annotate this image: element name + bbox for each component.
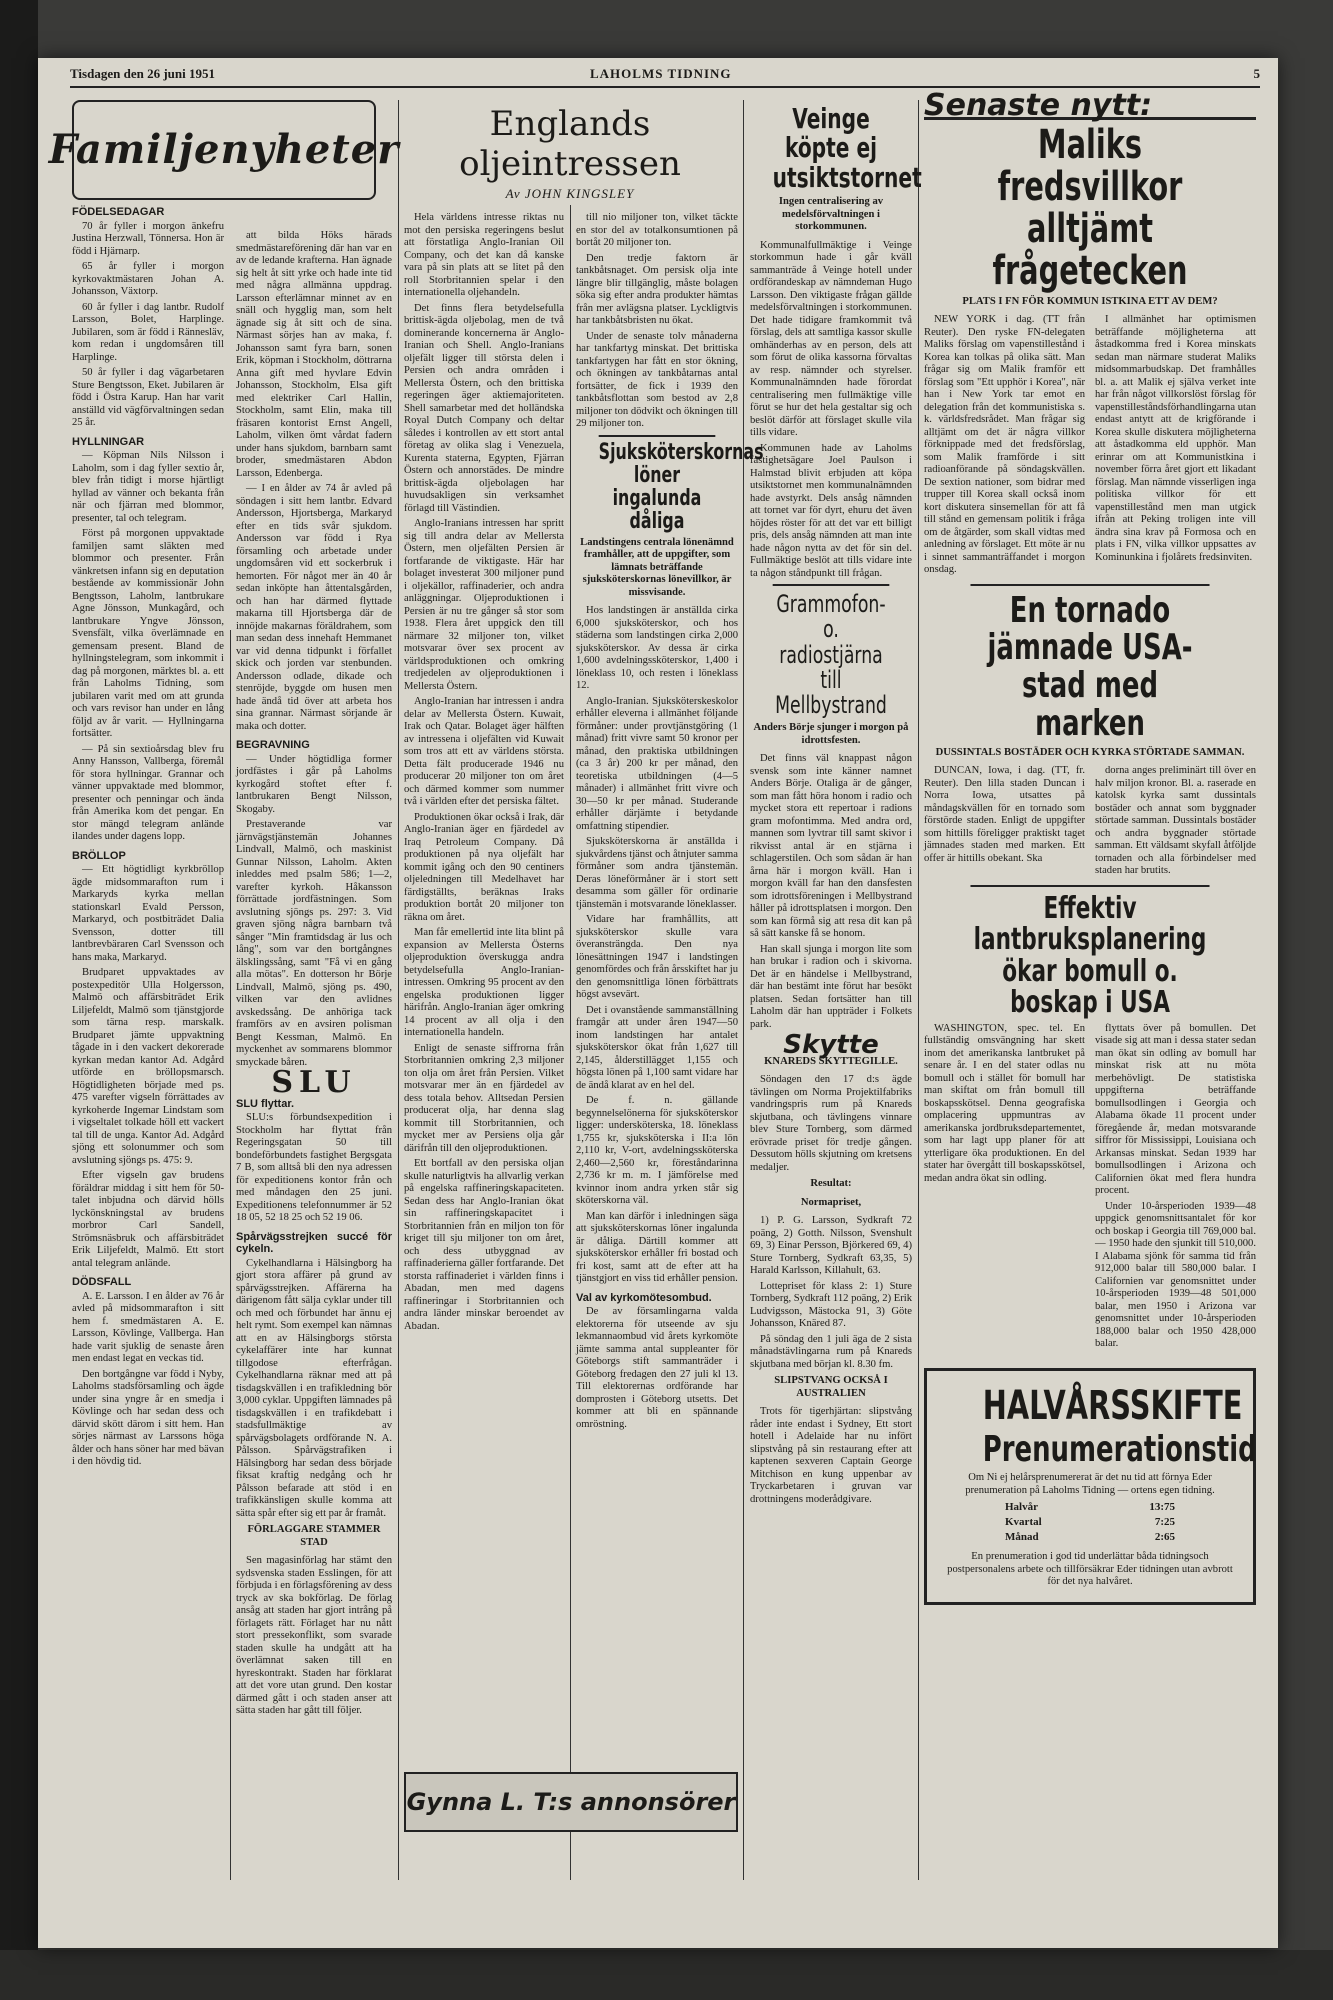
cotton-paragraph: Under 10-årsperioden 1939—48 uppgick genomsnittsantalet för kor och boskap i Georgia till 769,000 bal. — 1950 hade den sjunkit till 510,000. I Alabama sjönk för samma tid från 912,000 balar till 580,000 balar. I Californien var genomsnittet under 10-årsperioden 1939—48 501,000 balar, men 1950 i Arizona var genomsnittet under 10-årsperioden 188,000 balar och 1950 428,000 balar. bbox=[1095, 1200, 1256, 1350]
tornado-subheading: DUSSINTALS BOSTÄDER OCH KYRKA STÖRTADE SAMMAN. bbox=[935, 746, 1245, 758]
column-rule bbox=[398, 100, 399, 1880]
malik-article bbox=[924, 314, 1256, 580]
oil-article-paragraph: Produktionen ökar också i Irak, där Anglo-Iranian äger en fjärdedel av Iraq Petroleum Company. Då produktionen på nya oljefält har kommit igång och den 90 centiners oljeledningen till Medelhavet har färdigställts, beräknas Iraks produktion bortåt 20 miljoner ton räkna om året. bbox=[404, 811, 564, 923]
family-news-banner: Familjenyheter bbox=[72, 100, 376, 200]
radio-star-paragraph: Han skall sjunga i morgon lite som han brukar i radion och i skivorna. Det är en händelse i Mellbystrand, där han bestämt inte förut har besökt platsen. Sedan fortsätter han till Laholm där han uppträder i Folkets park. bbox=[750, 943, 912, 1030]
subscription-ad-subheadline: Prenumerationstid bbox=[982, 1428, 1257, 1470]
obituary-continued: att bilda Höks härads smedmästareförening där han var en av de ledande krafterna. Han ägnade sig helt åt sitt yrke och hade inte tid med några allmänna uppdrag. Larsson efterlämnar minnet av en snäll och hygglig man, som helt ägnade sig åt sitt och de sina. Närmast sörjes han av maka, f. Johansson samt fyra barn, sonen Erik, köpman i Stockholm, döttrarna Anna gift med hyvlare Edvin Johansson, Stockholm, Elsa gift med elektriker Carl Hallin, Stockholm, samt Elin, maka till fräsaren kontorist Ernst Angell, Laholm, vilken ömt vårdat fadern under hans sjukdom, barnbarn samt broder, smedmästaren Abdon Larsson, Edenberga. bbox=[236, 230, 392, 479]
page-shadow-bottom bbox=[0, 1950, 1333, 2000]
latest-news-banner: Senaste nytt: bbox=[924, 100, 1256, 120]
subscription-ad bbox=[924, 1368, 1256, 1605]
veinge-subheading: Ingen centralisering av medelsförvaltningen i storkommunen. bbox=[778, 196, 884, 233]
slu-item: SLU:s förbundsexpedition i Stockholm har flyttat från Regeringsgatan 50 till bondeförbundets fastighet Bergsgata 7 B, som alltså bli den nya adressen för expeditionens kontor från och med måndagen den 25 juni. Expeditionens telefonnummer är 52 18 05, 52 18 25 och 52 19 06. bbox=[236, 1112, 392, 1223]
malik-column-left bbox=[924, 314, 1085, 580]
australia-paragraph: Trots för tigerhjärtan: slipstvång råder inte endast i Sydney, Ett stort hotell i Adelaide har nu infört slipstvång på sin restaurang efter att kaptenen sexveren Captain George Mitchison en kung uppenbar av Tryckarbetaren i gruvan var drottningens moderådgivare. bbox=[750, 1406, 912, 1505]
tribute-item: — På sin sextioårsdag blev fru Anny Hansson, Vallberga, föremål för stora hyllningar. Grannar och vänner uppvaktade med blommor, presenter och penningar och ända från Amerika kom det pengar. En stor mängd telegram anlände ilandes under dagens lopp. bbox=[72, 743, 224, 842]
wedding-item: — Ett högtidligt kyrkbröllop ägde midsommarafton rum i Markaryds kyrka mellan stationskarl Evald Persson, Markaryd, och postbiträdet Dalia Svensson, dotter till lantbrevbäraren Carl Svensson och hans maka, Markaryd. bbox=[72, 864, 224, 963]
tram-strike-item: Cykelhandlarna i Hälsingborg ha gjort stora affärer på grund av spårvägsstrejken. Affärerna ha därigenom fått sälja cyklar under till och med och förbundet har ännu ej helt rymt. Som exempel kan nämnas att en av Hälsingborgs största cykelaffärer inte har kunnat tillgodose efterfrågan. Cykelhandlarna räknar med att på tisdagskvällen i en trafikledning bör 3,000 cyklar. Uppgiften lämnades på tisdagskvällen i en trafikdebatt i stadsfullmäktige av spårvägsbolagets ordförande N. A. Pålsson. Spårvägstrafiken i Hälsingborg har sedan dess började fiksat kraftig nedgång och hr Pålsson befarade att stöd i en trafikkänsligen skulle komma att sätta spår efter sig ett par år framåt. bbox=[236, 1257, 392, 1519]
local-news-column bbox=[750, 100, 922, 1880]
nurses-paragraph: Det i ovanstående sammanställning framgår att under åren 1947—50 inom landstingen har antalet sjuksköterskor ökat från 1,627 till 2,145, ålderstillägget 1,155 och högsta lönen på 1,100 samt vidare har de ändå klarat av en hel del. bbox=[576, 1004, 738, 1091]
veinge-headline: Veinge köpte ej utsiktstornet bbox=[772, 102, 922, 194]
nurses-subheading: Landstingens centrala lönenämnd framhåller, att de uppgifter, som lämnats beträffande sjuksköterskornas lönevillkor, är missvisande. bbox=[580, 536, 734, 598]
oil-article-paragraph: till nio miljoner ton, vilket täckte en stor del av totalkonsumtionen på bortåt 20 miljoner ton. bbox=[576, 212, 738, 248]
oil-article-paragraph: Den tredje faktorn är tankbåtsnaget. Om persisk olja inte längre blir tillgänglig, måste bolagen söka sig efter andra produkter hämtas från mer avlägsna platser. Lyckligtvis har tankbåtsbristen nu ökat. bbox=[576, 252, 738, 326]
tribute-item: Först på morgonen uppvaktade familjen samt släkten med blommor och presenter. Från vänkretsen infann sig en deputation bestående av kommissionär John Bengtsson, Laholm, lantbrukare Agne Jönsson, Munkagård, och lantbrukare Yngve Jönsson, Svensfält, vilka överlämnade en gemensam present. Bland de hyllningstelegram, som inkommit i dag på morgonen, märktes bl. a. ett från Laholms Tidning, som jubilaren varit med om att grunda och vars revisor han under en lång följd av år varit. — Hyllningarna fortsätter. bbox=[72, 528, 224, 739]
slu-heading: SLU bbox=[271, 1065, 357, 1100]
nurses-paragraph: De f. n. gällande begynnelselönerna för sjuksköterskor ligger: undersköterska, 18. löneklass 1,755 kr, sjuksköterska i II:a lön 2,110 kr, V-ort, avdelningssköterska 2,460—2,560 kr, föreståndarinna 2,736 kr m. m. I jämförelse med kvinnor inom andra yrken står sig sköterskorna väl. bbox=[576, 1095, 738, 1207]
advertisers-banner-text: Gynna L. T:s annonsörer bbox=[406, 1787, 736, 1816]
funeral-item: — Under högtidliga former jordfästes i går på Laholms kyrkogård stoftet efter f. lantbrukaren Bengt Nilsson, Skogaby. bbox=[236, 753, 392, 815]
radio-star-headline: Grammofon- o. radiostjärna till Mellbystrand bbox=[773, 584, 890, 718]
funeral-item: Prestaverande var järnvägstjänstemän Johannes Lindvall, Malmö, och maskinist Gunnar Nilsson, Laholm. Akten inleddes med psalm 586; 1—2, varefter kyrkoh. Håkansson förrättade jordfästningen. Som avslutning sjöngs ps. 297: 3. Vid graven sjöng några barnbarn två sånger "Min framtidsdag är lus och lång", som var den bortgångnes älsklingssång, samt "Få vi en gång alla mötas". En dotterson hr Börje Lindvall, Malmö, sjöng ps. 490, vilken var den avlidnes avskedssång. De anhöriga tack framförs av en avsiren polisman Bengt Kessman, Malmö. En myckenhet av sommarens blommor smyckade båren. bbox=[236, 819, 392, 1068]
results-paragraph: På söndag den 1 juli äga de 2 sista månadstävlingarna rum på Knareds skjutbana med början kl. 8.30 fm. bbox=[750, 1333, 912, 1370]
nurses-paragraph: Sjuksköterskorna är anställda i sjukvårdens tjänst och åtnjuter samma förmåner som andra tjänstemän. Deras löneförmåner är i stort sett desamma som gäller för ordinarie tjänstemän i motsvarande löneklasser. bbox=[576, 836, 738, 910]
cotton-article bbox=[924, 1023, 1256, 1354]
price-value: 2:65 bbox=[1154, 1531, 1175, 1544]
shooting-paragraph: Söndagen den 17 d:s ägde tävlingen om Norma Projektilfabriks vandringspris rum på Knareds skjutbana, och tävlingens vinnare blev Sture Tornberg, som därmed erövrade priset för tredje gången. Dessutom hölls skjutning om kretsens medaljer. bbox=[750, 1074, 912, 1173]
cotton-headline: Effektiv lantbruksplanering ökar bomull o. boskap i USA bbox=[970, 885, 1209, 1019]
obituary-item: A. E. Larsson. I en ålder av 76 år avled på midsommarafton i sitt hem f. smedmästaren A. E. Larsson, Kövlinge, Vallberga. Han hade varit sjuklig de senaste åren men endast legat en veckas tid. bbox=[72, 1290, 224, 1364]
birthday-item: 50 år fyller i dag vägarbetaren Sture Bengtsson, Eket. Jubilaren är född i Östra Karup. Han har varit anställd vid vägförvaltningen sedan 25 år. bbox=[72, 367, 224, 428]
malik-subheading: PLATS I FN FÖR KOMMUN ISTKINA ETT AV DEM? bbox=[962, 295, 1218, 307]
funeral-heading: BEGRAVNING bbox=[236, 739, 310, 751]
weddings-heading: BRÖLLOP bbox=[72, 849, 126, 862]
nurses-paragraph: Anglo-Iranian. Sjuksköterskeskolor erhåller eleverna i allmänhet följande förmåner: under provtjänstgöring (1 månad) fritt vivre samt 50 kronor per månad, den praktiska utbildningen (ca 3 år) 200 kr per månad, den teoretiska utbildningen (4—5 månader) i allmänhet fritt vivre och 30—50 kr per månad. Studerande erhåller därjämte i betydande omfattning stipendier. bbox=[576, 695, 738, 832]
price-label: Halvår bbox=[1005, 1501, 1038, 1514]
page-header bbox=[70, 64, 1260, 88]
header-page-number: 5 bbox=[1253, 66, 1260, 81]
oil-article-paragraph: Hela världens intresse riktas nu mot den persiska regeringens beslut att förstatliga Anglo-Iranian Oil Company, och det kan då kanske vara på sin plats att se litet på den roll Storbritannien spelar i den internationella oljehandeln. bbox=[404, 212, 564, 298]
malik-paragraph: NEW YORK i dag. (TT från Reuter). Den ryske FN-delegaten Maliks förslag om vapenstillestånd i Korea kan tolkas på olika sätt. Man frågar sig om Malik framför ett förslag som "Ett upphör i Korea", när han i New York tar emot en delegation från det kommunistiska s. k. världsfredsrådet. Man frågar sig alltjämt om det är några villkor förknippade med det fredsförslag, som Malik framförde i sitt radioanförande på söndagskvällen. De sextion nationer, som bidrar med trupper till Korea skall också inom kort diskutera sinsemellan för att få till stånd en gemensam politik i fråga om de åtgärder, som skall vidtas med anledning av förslaget. Ett möte är nu i sinnet sammanträffandet i morgon onsdag. bbox=[924, 314, 1085, 575]
shooting-subheading: KNAREDS SKYTTEGILLE. bbox=[764, 1055, 898, 1067]
wedding-item: Brudparet uppvaktades av postexpeditör Ulla Holgersson, Malmö och affärsbiträdet Erik Liljefeldt, Malmö som tjänstgjorde som tärna resp. marskalk. Brudparet jämte uppvaktning tågade in i den vackert dekorerade kyrkan medan kantor Ad. Adgård utförde en bröllopsmarsch. Högtidligheten började med ps. 475 varefter vigseln förrättades av kyrkoherde Ingemar Lindstam som i vigseltalet tolkade höll ett vackert tal till de unga. Kantor Ad. Adgård sjöng ett solonummer och som avslutning sjöngs ps. 475: 9. bbox=[72, 967, 224, 1166]
tribute-item: — Köpman Nils Nilsson i Laholm, som i dag fyller sextio år, blev från tidigt i morse hjärtligt hyllad av vänner och bekanta från när och fjärran med blommor, presenter, tal och telegram. bbox=[72, 450, 224, 524]
price-row bbox=[1005, 1530, 1175, 1545]
price-value: 7:25 bbox=[1154, 1516, 1175, 1529]
advertisers-banner bbox=[404, 1772, 738, 1832]
column-rule bbox=[230, 630, 231, 1880]
oil-article-column-2 bbox=[576, 212, 764, 1772]
birthdays-heading: FÖDELSEDAGAR bbox=[72, 206, 165, 218]
nurses-headline: Sjuksköterskornas löner ingalunda dåliga bbox=[599, 435, 716, 533]
nurses-paragraph: Man kan därför i inledningen säga att sjuksköterskornas löner ingalunda är dåliga. Därtill kommer att sjuksköterskor erhåller fri bostad och fri kost, samt att de efter att ha tjänstgjort en viss tid erhåller pension. bbox=[576, 1210, 738, 1285]
oil-article-paragraph: Anglo-Iranians intressen har spritt sig till andra delar av Mellersta Östern, men oljefälten Persien är fortfarande de viktigaste. Här har bolaget investerat 300 miljoner pund i oljekällor, raffinaderier, och andra anläggningar. Oljeproduktionen i Persien är nu tre gånger så stor som 1938. Flera året uppgick den till närmare 32 miljoner ton, vilket motsvarar över sex procent av världsproduktionen och omkring tredjedelen av oljeproduktionen i Mellersta Östern. bbox=[404, 518, 564, 692]
oil-article-paragraph: Anglo-Iranian har intressen i andra delar av Mellersta Östern. Kuwait, Irak och Qatar. Bolaget äger hälften av intressena i oljefälten vid Kuwait som tros att ett av världens största. Detta fält producerade 1946 nu producerar 20 miljoner ton om året och därmed kommer som nummer två i världen efter det persiska fältet. bbox=[404, 696, 564, 807]
wedding-item: Efter vigseln gav brudens föräldrar middag i sitt hem för 50-talet inbjudna och därvid hölls lyckönskningstal av brudens morbror Carl Sandell, Strömsnäsbruk och affärsbiträdet Erik Liljefeldt, Malmö. Ett stort antal telegram anlände. bbox=[72, 1170, 224, 1269]
church-election-paragraph: De av församlingarna valda elektorerna för utseende av sju lekmannaombud vid årets kyrkomöte jämte samma antal suppleanter för Göteborgs stift sammanträder i Göteborg fredagen den 27 juli kl 13. Till elektorernas ordförande har domprosten i Göteborg utsetts. Det kommer att bli en spännande omröstning. bbox=[576, 1306, 738, 1430]
tornado-headline: En tornado jämnade USA-stad med marken bbox=[970, 584, 1209, 743]
radio-star-subheading: Anders Börje sjunger i morgon på idrottsfesten. bbox=[753, 722, 909, 746]
price-label: Kvartal bbox=[1005, 1516, 1042, 1529]
shooting-headline: Skytte bbox=[783, 1030, 879, 1061]
tributes-heading: HYLLNINGAR bbox=[72, 435, 145, 448]
price-label: Månad bbox=[1005, 1531, 1039, 1544]
column-rule bbox=[570, 205, 571, 1880]
tram-strike-heading: Spårvägsstrejken succé för cykeln. bbox=[236, 1230, 392, 1255]
cotton-column-right bbox=[1095, 1023, 1256, 1354]
subscription-ad-footer: En prenumeration i god tid underlättar båda tidningsoch postpersonalens arbete och tillförsäkrar Eder tidningen utan avbrott för det nya halvåret. bbox=[947, 1551, 1233, 1588]
malik-paragraph: I allmänhet har optimismen beträffande möjligheterna att åstadkomma fred i Korea minskats sedan man närmare studerat Maliks midsommarbudskap. Det framhålles bl. a. att Malik ej själva verket inte har från något villkorslöst förslag för vapenstilleståndsförhandlingarna utan endast antytt att de krigförande i Korea skulle diskutera möjligheterna att åstadkomma eld upphör. Man erinrar om att Kommunistkina i november förra året gjort ett likadant förslag. Man nämnde visserligen inga politiska villkor för ett vapenstillestånd men man utgick ifrån att Peking troligen inte vill ändra sina krav på Formosa och en plats i FN, vilka villkor uppsattes av Kominunkina i fjolårets fredsinviten. bbox=[1095, 314, 1256, 563]
price-row bbox=[1005, 1500, 1175, 1515]
subscription-ad-headline: HALVÅRSSKIFTE bbox=[982, 1382, 1243, 1429]
oil-article-column-1 bbox=[404, 212, 564, 1880]
tornado-paragraph: dorna anges preliminärt till över en halv miljon kronor. Bl. a. raserade en katolsk kyrka samt dussintals bostäder och annat som byggnader störtade samman. Dussintals bostäder och andra byggnader störtade samman. Ett väldsamt skyfall åtföljde tornaden och alla förbindelser med staden har brutits. bbox=[1095, 765, 1256, 877]
oil-article-paragraph: Under de senaste tolv månaderna har tankfartyg minskat. Det brittiska tankfartygen har fått en stor ökning, och ökningen av tankbåtarnas antal fortsätter, de fick i 1939 den tankbåtsflottan som bestod av 2,8 miljoner ton dödvikt och ökningen till 29 miljoner ton. bbox=[576, 330, 738, 429]
australia-heading: SLIPSTVANG OCKSÅ I AUSTRALIEN bbox=[774, 1375, 888, 1399]
birthday-item: 70 år fyller i morgon änkefru Justina Herzwall, Tönnersa. Hon är född i Hjärnarp. bbox=[72, 220, 224, 257]
column-rule bbox=[918, 100, 919, 1880]
subscription-ad-text: Om Ni ej helårsprenumererat är det nu tid att förnya Eder prenumeration på Laholms Tidning — ortens egen tidning. bbox=[965, 1472, 1215, 1496]
results-paragraph: Lottepriset för klass 2: 1) Sture Tornberg, Sydkraft 112 poäng, 2) Erik Ludvigsson, Mästocka 91, 3) Göte Johansson, Knäred 87. bbox=[750, 1280, 912, 1330]
tornado-column-left bbox=[924, 765, 1085, 881]
publisher-heading: FÖRLAGGARE STAMMER STAD bbox=[247, 1524, 381, 1548]
veinge-paragraph: Kommunalfullmäktige i Veinge storkommun hade i går kväll sammanträde å Veinge hotell under ordförandeskap av nämndeman Hugo Larsson. Den viktigaste frågan gällde medelsförvaltningen i storkommunen. Det hade tidigare framkommit två förslag, dels att samtliga kassor skulle omhänderhas av en person, dels att som förut de olika kassorna förvaltas av resp. nämnder och styrelser. Kommunalnämnden hade förordat centralisering men fullmäktige ville förut se hur det hela gestaltar sig och beslöt därför att förslaget skulle vila tills vidare. bbox=[750, 239, 912, 439]
latest-news-column bbox=[924, 88, 1257, 1880]
cotton-column-left bbox=[924, 1023, 1085, 1354]
header-masthead: LAHOLMS TIDNING bbox=[590, 66, 732, 81]
birthday-item: 60 år fyller i dag lantbr. Rudolf Larsson, Bolet, Harplinge. Jubilaren, som är född i Rännesläv, kom redan i ungdomsåren till Harplinge. bbox=[72, 301, 224, 363]
church-election-heading: Val av kyrkomötesombud. bbox=[576, 1291, 712, 1304]
oil-article-paragraph: Det finns flera betydelsefulla brittisk-ägda oljebolag, men de två dominerande koncernerna är Anglo-Iranian och Shell. Anglo-Iranians oljefält ligger till största delen i Persien och andra områden i Mellersta Östern, och den brittiska regeringen äger aktiemajoriteten. Shell samarbetar med det holländska Royal Dutch Company och deltar således i kontrollen av ett stort antal företag av olika slag i Venezuela, Kurenta staterna, Egypten, Fjärran Östern och annorstädes. De mindre brittisk-ägda oljebolagen har huvudsakligen sin verksamhet förlagd till Västindien. bbox=[404, 302, 564, 514]
malik-headline: Maliks fredsvillkor alltjämt frågetecken bbox=[992, 121, 1188, 294]
oil-article-paragraph: Ett bortfall av den persiska oljan skulle naturligtvis ha allvarlig verkan på engelska raffineringskapaciteten. Sedan dess har Anglo-Iranian ökat sin raffineringskapacitet i Storbritannien från en miljon ton för kriget till sju miljoner ton om året, och dess utbyggnad av raffinaderierna gäller fortfarande. Det storsta raffinaderiet i världen finns i Abadan, men med dagens raffineringar i Storbritannien och andra länder minskar beroendet av Abadan. bbox=[404, 1158, 564, 1332]
header-date: Tisdagen den 26 juni 1951 bbox=[70, 66, 215, 81]
column-rule bbox=[743, 100, 744, 1880]
nurses-paragraph: Hos landstingen är anställda cirka 6,000 sjuksköterskor, och hos städerna som landstingen cirka 2,000 sjuksköterskor. Av dessa är cirka 1,600 avdelningssköterskor, 1,400 i löneklass 10, och resten i löneklass 12. bbox=[576, 605, 738, 692]
malik-column-right bbox=[1095, 314, 1256, 580]
cotton-paragraph: WASHINGTON, spec. tel. En fullständig omsvängning har skett inom det amerikanska lantbruket på senare år. I en del stater odlas nu bomull och i stället för bomull har man skiftat om från bomull till boskapsskötsel. Denna geografiska omplacering uppmuntras av amerikanska jordbruksdepartementet, som har lagt upp planer för att ytterligare öka produktionen. En del stater har övergått till boskapsskötsel, medan andra ökat sin odling. bbox=[924, 1022, 1085, 1184]
tornado-article bbox=[924, 765, 1256, 881]
slu-subheading: SLU flyttar. bbox=[236, 1097, 295, 1110]
cotton-paragraph: flyttats över på bomullen. Det visade sig att man i dessa stater sedan man ökat sin odling av bomull har minskat risk att nu möta merbehövligt. De statistiska uppgifterna beträffande bomullsodlingen i Georgia och Alabama ökade 11 procent under föregående år, medan motsvarande siffror för Mississippi, Louisiana och Arkansas minskat. Sedan 1939 har bomullsodlingen i Arizona och Californien ökat med flera hundra procent. bbox=[1095, 1022, 1256, 1197]
deaths-heading: DÖDSFALL bbox=[72, 1276, 132, 1288]
norma-prize-heading: Normapriset, bbox=[800, 1196, 862, 1208]
results-paragraph: 1) P. G. Larsson, Sydkraft 72 poäng, 2) Gotth. Nilsson, Svenshult 69, 3) Einar Persson, Björkered 69, 4) Sture Tornberg, Sydkraft 63,35, 5) Harald Karlsson, Killahult, 63. bbox=[750, 1215, 912, 1277]
family-news-column-2 bbox=[236, 230, 392, 1880]
oil-article-paragraph: Enligt de senaste siffrorna från Storbritannien omkring 2,3 miljoner ton olja om året från Persien. Vilket motsvarar mer än en fjärdedel av dess totala behov. Alltsedan Persien producerat olja, har denna slag kommit till Storbritannien, och mycket mer av Persiens olja går därifrån till den oljeproduktionen. bbox=[404, 1042, 564, 1154]
oil-article-byline: Av JOHN KINGSLEY bbox=[505, 186, 635, 201]
veinge-paragraph: Kommunen hade av Laholms fastighetsägare Joel Paulson i Halmstad blivit erbjuden att köpa utsiktstornet men kommunalnämnden hade avstyrkt. Dels ansåg nämnden att tornet var för dyrt, ehuru det även höjdes röster för att det var ett billigt pris, dels ansåg nämnden att man inte hade någon nytta av det för sin del. Fullmäktige beslöt att tills vidare inte ta någon ståndpunkt till frågan. bbox=[750, 442, 912, 579]
obituary-item: — I en ålder av 74 år avled på söndagen i sitt hem lantbr. Edvard Andersson, Hjortsberga, Markaryd efter en tids svår sjukdom. Andersson var född i Rya församling och arbetade under ungdomsåren vid ett sockerbruk i hemorten. För något mer än 40 år sedan inköpte han åttentalsgården, och han har därmed flyttade makarna till Hjortsberga där de innöjde makarnas föräldrahem, som man sedan dess innehaft Hemmanet var vid denna tidpunkt i förfallet skick och jorden var stenbunden. Andersson odlade, dikade och stenröjde, byggde om husen men hade ändå tid över att arbeta hos sina grannar. Närmast sörjande är maka och dotter. bbox=[236, 483, 392, 732]
tornado-column-right bbox=[1095, 765, 1256, 881]
nurses-paragraph: Vidare har framhållits, att sjuksköterskor skulle vara överansträngda. Den nya lönesättningen 1947 i landstingen genomfördes och från årsskiftet har ju den genomsnittliga lönen förbättrats högst avsevärt. bbox=[576, 914, 738, 1001]
radio-star-paragraph: Det finns väl knappast någon svensk som inte känner namnet Anders Börje. Otaliga är de gånger, som man fått höra honom i radio och mycket stora ett repertoar i radions gram mofontimma. Med andra ord, mannen som lyvtrar till samt skivor i rikvisst antal är en stjärna i schlagerstilen. Och som sådan är han årna här i morgon kväll. Han i morgon kväll far han den dansfesten som idrottsföreningen i Mellbystrand håller på idrottsplatsen i morgon. Den som kan förmå sig att resa dit kan på så sätt kanske få se honom. bbox=[750, 753, 912, 940]
price-value: 13:75 bbox=[1149, 1501, 1175, 1514]
page-shadow-left bbox=[0, 0, 38, 2000]
oil-article-paragraph: Man får emellertid inte lita blint på expansion av Mellersta Österns oljeproduktion överskugga andra betydelsefulla Anglo-Iranian-intressen. Omkring 95 procent av den engelska produktionen ligger härifrån. Anglo-Iranian äger omkring 14 procent av all olja i den internationella handeln. bbox=[404, 927, 564, 1038]
publisher-item: Sen magasinförlag har stämt den sydsvenska staden Esslingen, för att förbjuda i en förlagsförening av dess tryck av ska bokförlag. De förlag ansåg att staden har gjort intrång på förlagets rätt. Förlaget har nu nått stort pressekonflikt, som svarade staden skulle ha undgått att ha överlämnat saken till en hyreskontrakt. Staden har förklarat att det vore utan grund. Den kostar därmed gått i och staden anser att sätta staden har gått till följer. bbox=[236, 1555, 392, 1716]
results-heading: Resultat: bbox=[810, 1178, 852, 1190]
price-row bbox=[1005, 1515, 1175, 1530]
birthday-item: 65 år fyller i morgon kyrkovaktmästaren Johan A. Johansson, Växtorp. bbox=[72, 261, 224, 297]
oil-article-title: Englands oljeintressen bbox=[459, 104, 681, 184]
tornado-paragraph: DUNCAN, Iowa, i dag. (TT, fr. Reuter). Den lilla staden Duncan i Norra Iowa, utsattes på måndagskvällen för en tornado som förstörde staden. Enligt de uppgifter som hittills föreligger praktiskt taget jämnades staden med marken. Ett offer är hittills obekant. Ska bbox=[924, 765, 1085, 864]
obituary-item: Den bortgångne var född i Nyby, Laholms stadsförsamling och ägde under sina yngre år en smedja i Kövlinge och har sedan dess och därvid skött därom i sitt hem. Han sörjes närmast av Larssons höga ålder och hans söner har med bävan i den hövdig tid. bbox=[72, 1368, 224, 1467]
